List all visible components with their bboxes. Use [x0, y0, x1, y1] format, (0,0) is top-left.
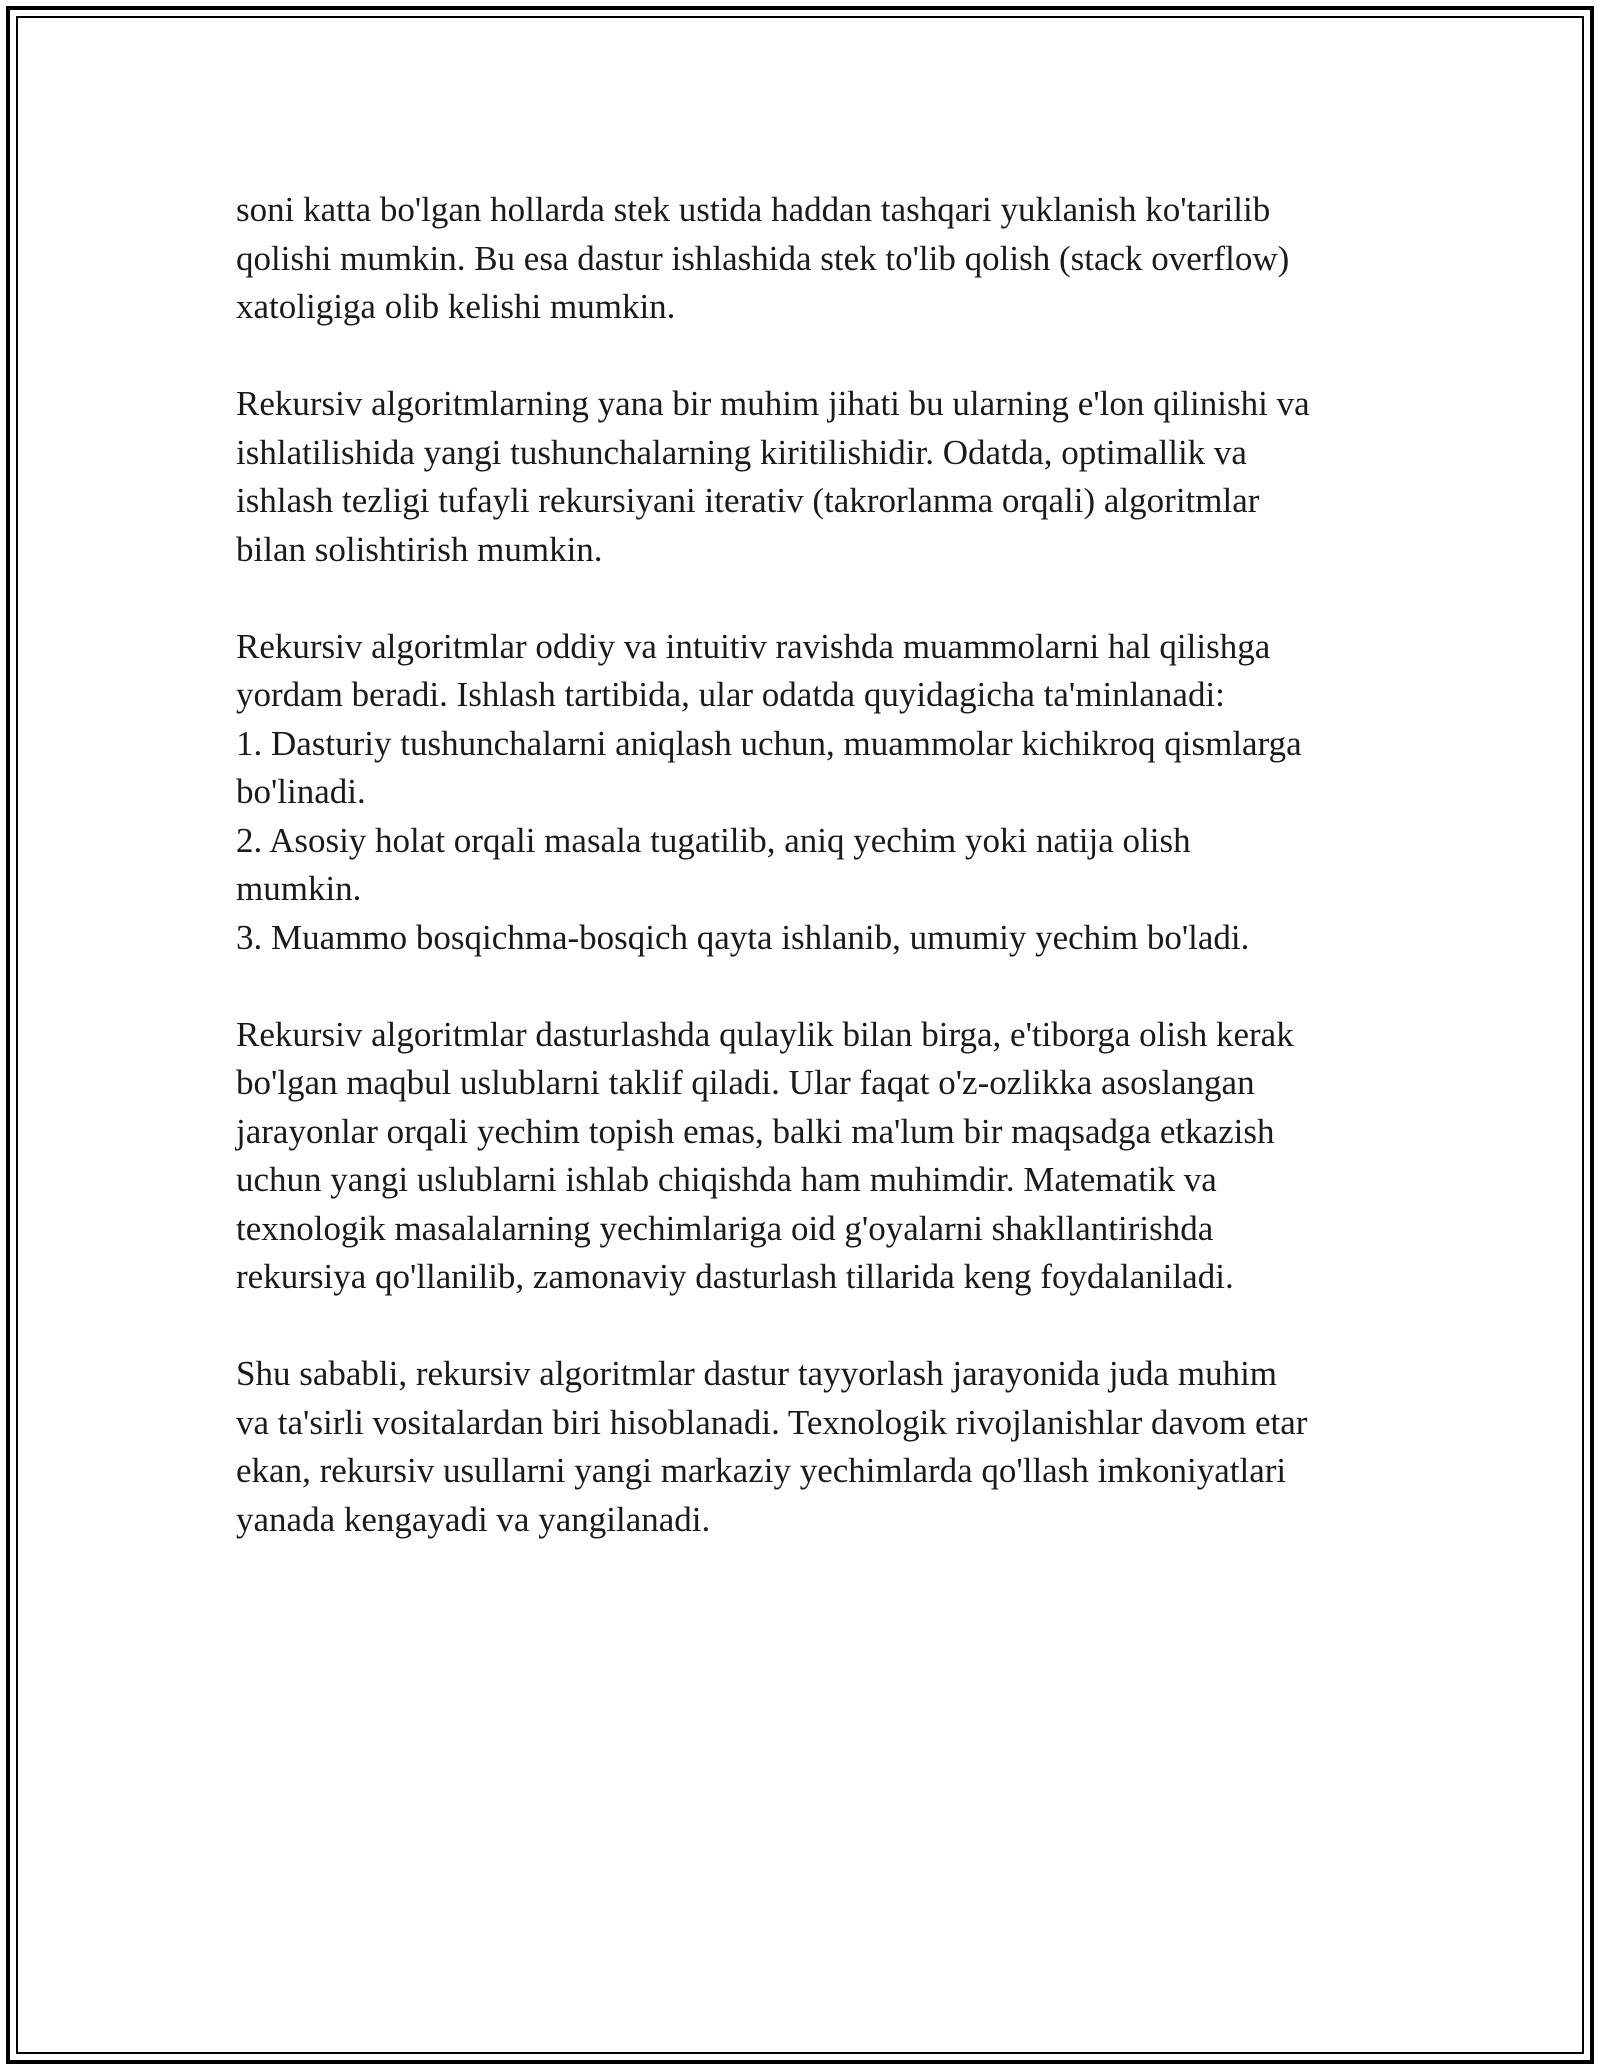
paragraph: [236, 623, 1386, 963]
text-line: bo'lgan maqbul uslublarni taklif qiladi. Ular faqat o'z-ozlikka asoslangan: [236, 1063, 1255, 1102]
list-item-continuation: bo'linadi.: [236, 772, 366, 811]
text-line: yanada kengayadi va yangilanadi.: [236, 1499, 711, 1539]
text-line: ishlash tezligi tufayli rekursiyani iterativ (takrorlanma orqali) algoritmlar: [236, 481, 1260, 520]
text-line: qolishi mumkin. Bu esa dastur ishlashida stek to'lib qolish (stack overflow): [236, 238, 1290, 278]
text-line: va ta'sirli vositalardan biri hisoblanadi. Texnologik rivojlanishlar davom etar: [236, 1402, 1308, 1442]
paragraph: [236, 186, 1386, 332]
list-item: 1. Dasturiy tushunchalarni aniqlash uchun, muammolar kichikroq qismlarga: [236, 723, 1302, 763]
text-line: uchun yangi uslublarni ishlab chiqishda ham muhimdir. Matematik va: [236, 1160, 1217, 1199]
text-line: yordam beradi. Ishlash tartibida, ular odatda quyidagicha ta'minlanadi:: [236, 675, 1225, 714]
text-line: jarayonlar orqali yechim topish emas, balki ma'lum bir maqsadga etkazish: [236, 1111, 1275, 1151]
text-line: Rekursiv algoritmlar oddiy va intuitiv ravishda muammolarni hal qilishga: [236, 626, 1271, 666]
text-line: rekursiya qo'llanilib, zamonaviy dasturlash tillarida keng foydalaniladi.: [236, 1257, 1234, 1296]
text-line: texnologik masalalarning yechimlariga oid g'oyalarni shakllantirishda: [236, 1208, 1214, 1248]
list-item: 3. Muammo bosqichma-bosqich qayta ishlanib, umumiy yechim bo'ladi.: [236, 917, 1250, 957]
paragraph: [236, 1011, 1386, 1302]
text-line: Rekursiv algoritmlarning yana bir muhim jihati bu ularning e'lon qilinishi va: [236, 384, 1310, 423]
document-body: [236, 186, 1386, 1544]
paragraph: [236, 1350, 1386, 1544]
text-line: xatoligiga olib kelishi mumkin.: [236, 287, 676, 326]
text-line: ekan, rekursiv usullarni yangi markaziy yechimlarda qo'llash imkoniyatlari: [236, 1451, 1287, 1490]
text-line: Rekursiv algoritmlar dasturlashda qulaylik bilan birga, e'tiborga olish kerak: [236, 1014, 1294, 1054]
list-item-continuation: mumkin.: [236, 869, 362, 908]
text-line: bilan solishtirish mumkin.: [236, 529, 603, 569]
text-line: ishlatilishida yangi tushunchalarning kiritilishidir. Odatda, optimallik va: [236, 432, 1247, 472]
list-item: 2. Asosiy holat orqali masala tugatilib, aniq yechim yoki natija olish: [236, 820, 1191, 860]
text-line: soni katta bo'lgan hollarda stek ustida haddan tashqari yuklanish ko'tarilib: [236, 190, 1271, 229]
text-line: Shu sababli, rekursiv algoritmlar dastur tayyorlash jarayonida juda muhim: [236, 1354, 1278, 1393]
paragraph: [236, 380, 1386, 574]
